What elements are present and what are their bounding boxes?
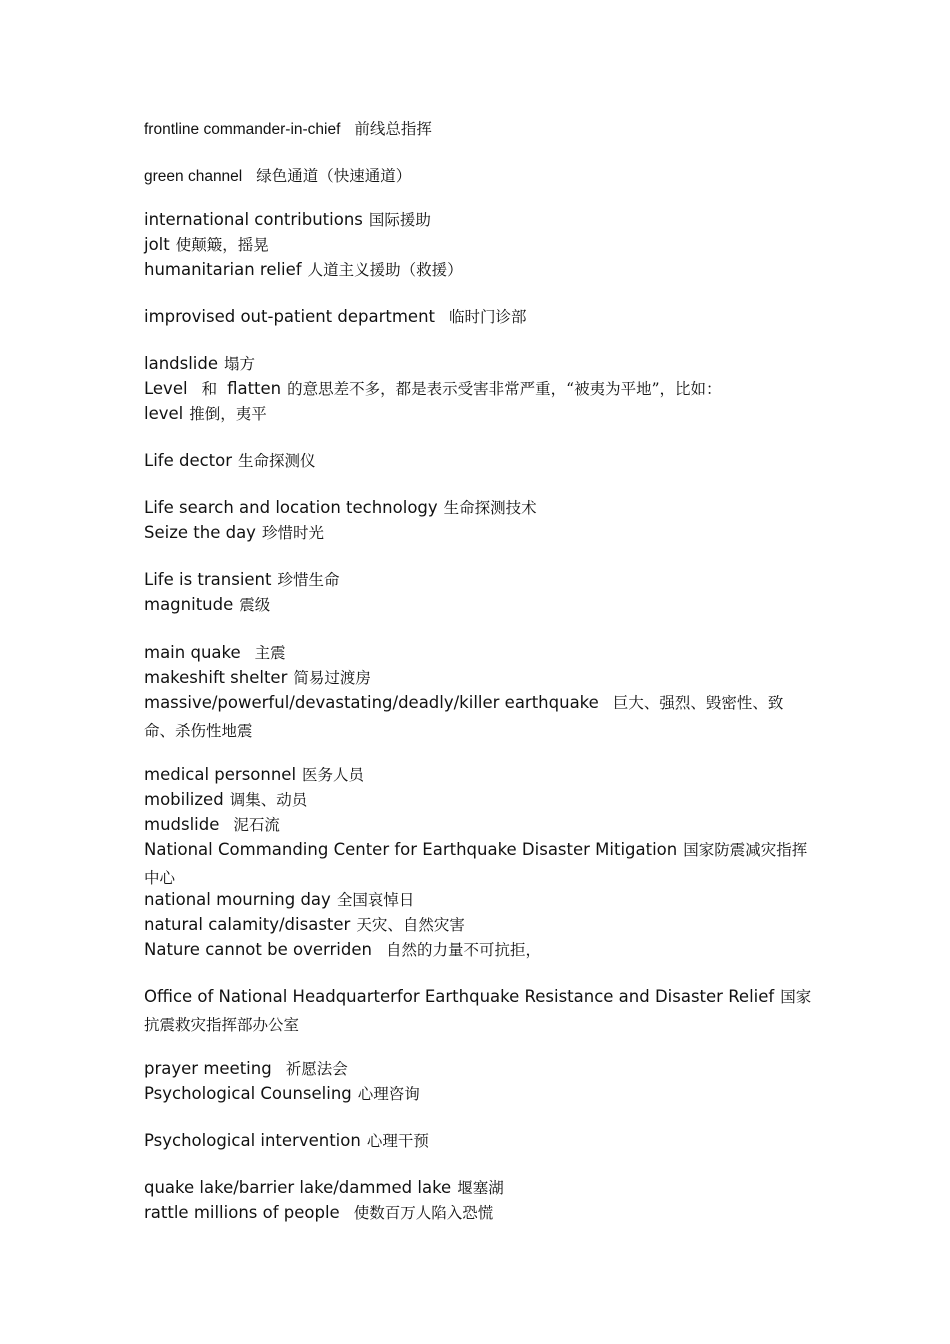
term-chinese: 祈愿法会 [285,1060,348,1078]
term-english: Level [144,379,188,398]
term-chinese: 自然的力量不可抗拒， [385,941,541,959]
term-chinese: 天灾、自然灾害 [356,916,465,934]
list-item [144,567,814,593]
term-english: humanitarian relief [144,260,302,279]
term-english: mudslide [144,815,220,834]
list-item [144,762,814,788]
list-item [144,163,814,189]
term-chinese: 简易过渡房 [293,669,371,687]
list-item [144,1056,814,1082]
term-chinese: 巨大、强烈、毁密性、致命、杀伤性地震 [144,694,784,740]
term-chinese: 推倒，夷平 [189,405,267,423]
term-english: Seize the day [144,523,256,542]
list-item [144,640,814,666]
term-english: Psychological Counseling [144,1084,352,1103]
term-english-second: flatten [227,379,282,398]
list-item [144,912,814,938]
list-item [144,495,814,521]
term-english: improvised out-patient department [144,307,436,326]
term-english: massive/powerful/devastating/deadly/killer earthquake [144,693,599,712]
list-item [144,836,814,892]
term-english: Office of National Headquarterfor Earthquake Resistance and Disaster Relief [144,987,775,1006]
term-english: quake lake/barrier lake/dammed lake [144,1178,452,1197]
term-chinese: 医务人员 [302,766,365,784]
list-item [144,207,814,233]
term-chinese: 堰塞湖 [457,1179,504,1197]
term-chinese: 使数百万人陷入恐慌 [353,1204,494,1222]
list-item [144,116,814,142]
list-item [144,689,814,745]
list-item [144,520,814,546]
list-item [144,376,814,402]
term-english: rattle millions of people [144,1203,340,1222]
term-chinese: 和 [201,380,218,398]
list-item [144,304,814,330]
term-english: magnitude [144,595,234,614]
list-item [144,812,814,838]
list-item [144,1175,814,1201]
term-english: international contributions [144,210,363,229]
term-english: Life search and location technology [144,498,438,517]
list-item [144,887,814,913]
term-chinese: 人道主义援助（救援） [307,261,463,279]
term-chinese: 生命探测仪 [238,452,316,470]
term-chinese: 全国哀悼日 [336,891,415,909]
term-chinese: 塌方 [224,355,256,373]
list-item [144,665,814,691]
term-chinese: 调集、动员 [229,791,308,809]
term-chinese: 生命探测技术 [443,499,537,517]
term-english: medical personnel [144,765,297,784]
term-english: landslide [144,354,219,373]
term-english: Life dector [144,451,233,470]
term-chinese: 使颠簸，摇晃 [175,236,269,254]
term-english: green channel [144,168,243,185]
term-chinese: 主震 [254,644,286,662]
term-english: National Commanding Center for Earthquake Disaster Mitigation [144,840,678,859]
term-chinese: 震级 [239,596,271,614]
list-item [144,983,814,1039]
term-english: jolt [144,235,170,254]
term-english: prayer meeting [144,1059,272,1078]
term-chinese: 国际援助 [368,211,431,229]
list-item [144,1200,814,1226]
term-chinese: 国家抗震救灾指挥部办公室 [144,988,812,1034]
term-chinese: 临时门诊部 [449,308,527,326]
list-item [144,257,814,283]
term-chinese: 珍惜生命 [277,571,340,589]
list-item [144,232,814,258]
term-english: Life is transient [144,570,272,589]
term-english: Psychological intervention [144,1131,361,1150]
term-english: mobilized [144,790,224,809]
term-english: Nature cannot be overriden [144,940,372,959]
term-chinese: 心理干预 [366,1132,429,1150]
term-chinese: 前线总指挥 [354,120,432,138]
list-item [144,1081,814,1107]
term-chinese: 心理咨询 [357,1085,420,1103]
term-chinese: 绿色通道（快速通道） [256,167,412,185]
term-note: 的意思差不多，都是表示受害非常严重，“被夷为平地”，比如： [287,380,722,398]
term-english: level [144,404,184,423]
list-item [144,592,814,618]
term-english: natural calamity/disaster [144,915,351,934]
list-item [144,351,814,377]
list-item [144,787,814,813]
term-chinese: 泥石流 [233,816,280,834]
term-chinese: 珍惜时光 [261,524,324,542]
term-chinese: 国家防震减灾指挥中心 [144,841,808,887]
term-english: makeshift shelter [144,668,288,687]
list-item [144,401,814,427]
list-item [144,448,814,474]
term-english: frontline commander-in-chief [144,121,341,138]
term-english: main quake [144,643,241,662]
list-item [144,1128,814,1154]
term-english: national mourning day [144,890,331,909]
list-item [144,937,814,963]
